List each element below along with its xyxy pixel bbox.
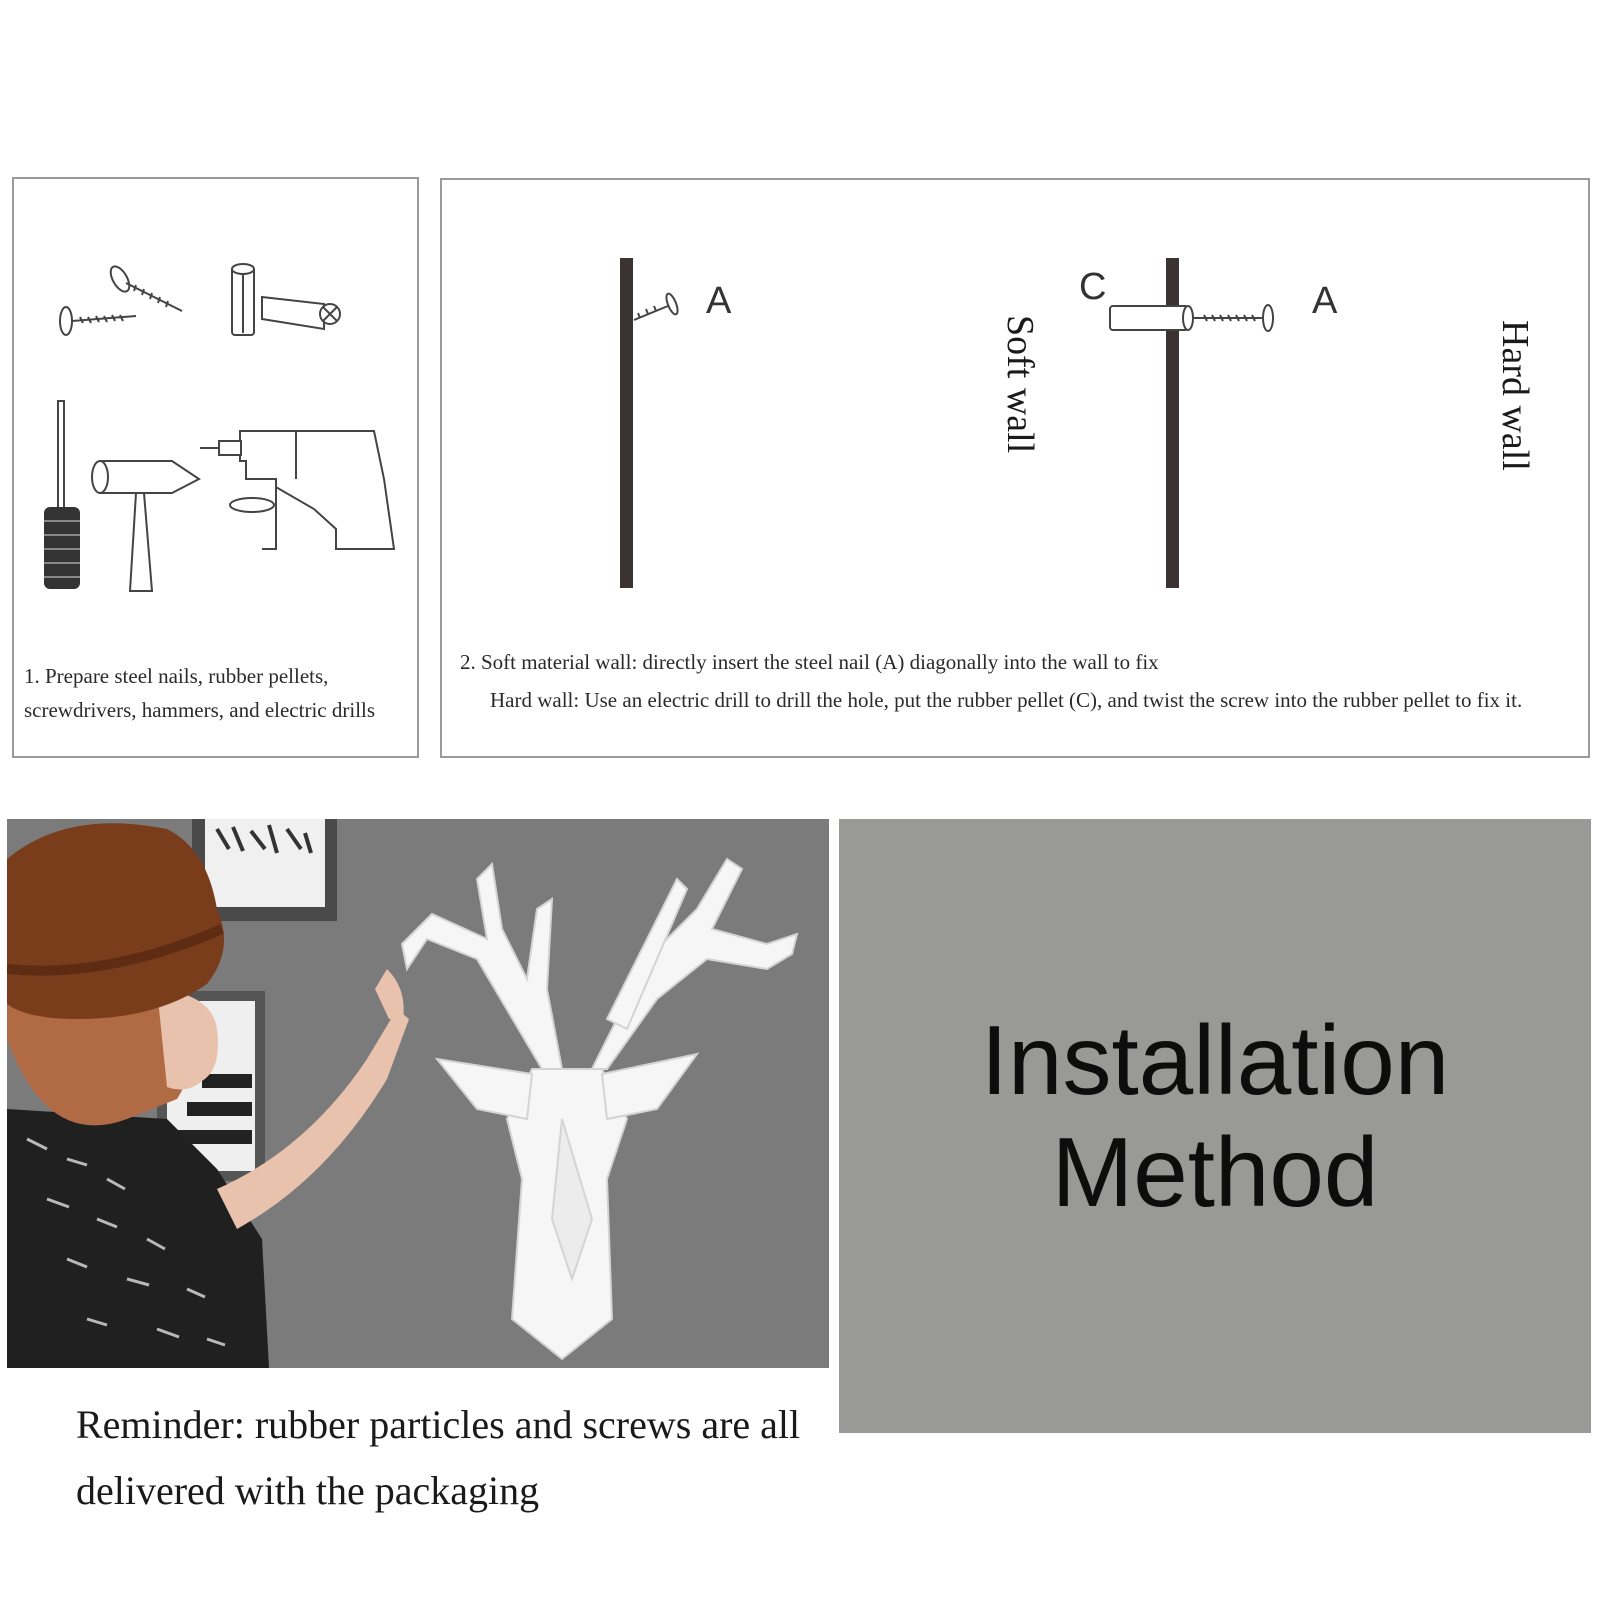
step2-instruction-soft: 2. Soft material wall: directly insert the steel nail (A) diagonally into the wall to fix <box>460 650 1159 674</box>
installation-photo <box>7 819 829 1368</box>
title-line-2: Method <box>1051 1117 1379 1227</box>
title-panel <box>839 819 1591 1433</box>
screw-label-a: A <box>1312 280 1338 322</box>
page-title <box>839 1004 1591 1228</box>
tools-panel <box>12 177 419 758</box>
hammer-icon <box>92 461 199 591</box>
pellet-label-c: C <box>1079 266 1107 308</box>
soft-wall-label: Soft wall <box>999 315 1041 454</box>
rubber-pellet-icon <box>1110 306 1193 330</box>
electric-drill-icon <box>200 431 394 549</box>
hard-wall-label: Hard wall <box>1494 320 1536 471</box>
reminder-note: Reminder: rubber particles and screws are all delivered with the packaging <box>76 1402 801 1513</box>
photo-illustration <box>7 819 829 1368</box>
walls-panel <box>440 178 1590 758</box>
screw-icon <box>107 263 182 311</box>
step1-instruction: 1. Prepare steel nails, rubber pellets, screwdrivers, hammers, and electric drills <box>24 664 376 722</box>
nail-label-a: A <box>706 280 732 322</box>
drill-bit-icon <box>262 297 340 329</box>
screw-icon <box>60 307 136 335</box>
rubber-pellet-icon <box>232 264 254 335</box>
soft-wall-bar <box>620 258 633 588</box>
tools-illustration <box>14 179 417 639</box>
title-line-1: Installation <box>980 1005 1450 1115</box>
screw-icon <box>1194 305 1273 331</box>
screwdriver-icon <box>44 401 80 589</box>
steel-nail-icon <box>634 292 680 320</box>
step2-instruction-hard: Hard wall: Use an electric drill to drill the hole, put the rubber pellet (C), and twist the screw into the rubber pellet to fix it. <box>490 688 1523 712</box>
